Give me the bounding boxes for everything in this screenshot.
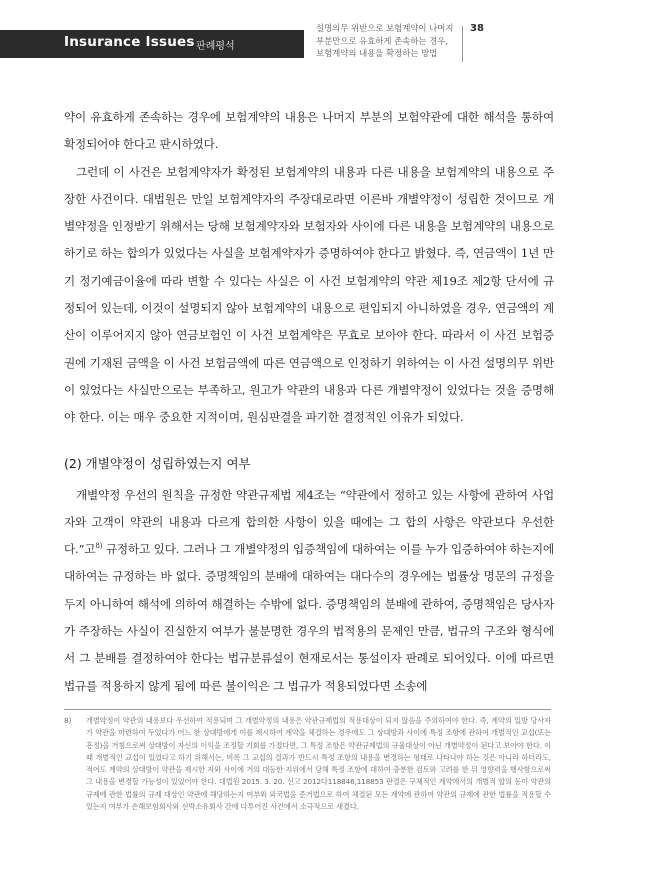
footnote-divider [64,709,551,710]
body-text [64,104,554,700]
running-title-line: 설명의무 위반으로 보험계약이 나머지 [316,23,454,33]
section-label: 판례평석 [196,41,235,52]
header-bar [0,30,304,58]
footnote-text: 개별약정이 약관의 내용보다 우선하여 적용되며 그 개별약정의 내용은 약관규제법의 적용대상이 되지 않음을 주의하여야 한다. 즉, 계약의 일방 당사자가 약관을 마련하여 두었다가 어느 한 상대방에게 이를 제시하여 계약을 체결하는 경우에도 그 상대방과 사이에 특정 조항에 관하여 개별적인 교섭(또는 흥정)을 거침으로써 상대방이 자신의 이익을 조정할 기회를 가졌다면, 그 특정 조항은 약관규제법의 규율대상이 아닌 개별약정이 된다고 보아야 한다. 이때 개별적인 교섭이 있었다고 하기 위해서는, 비록 그 교섭의 결과가 반드시 특정 조항의 내용을 변경하는 형태로 나타나야 하는 것은 아니라 하더라도, 적어도 계약의 상대방이 약관을 제시한 자와 사이에 거의 대등한 지위에서 당해 특정 조항에 대하여 충분한 검토와 고려를 한 뒤 영향력을 행사함으로써 그 내용을 변경할 가능성이 있었어야 한다. 대법원 2015. 3. 20. 선고 2012다118846,118853 판결은 구체적인 계약에서의 개별적 합의 등이 약관의 규제에 관한 법률의 규제 대상인 약관에 해당하는지 여부와 외국법을 준거법으로 하여 체결된 모든 계약에 관하여 약관의 규제에 관한 법률을 적용할 수 있는지 여부가 손해보험회사와 선박소유회사 간에 다투어진 사건에서 소극적으로 새겼다. [86,716,551,812]
paragraph: 그런데 이 사건은 보험계약자가 확정된 보험계약의 내용과 다른 내용을 보험계약의 내용으로 주장한 사건이다. 대법원은 만일 보험계약자의 주장대로라면 이른바 개별약정이 성립한 것이므로 개별약정을 인정받기 위해서는 당해 보험계약자와 보험자와 사이에 다른 내용을 보험계약의 내용으로 하기로 하는 합의가 있었다는 사실을 보험계약자가 증명하여야 한다고 밝혔다. 즉, 연금액이 1년 만기 정기예금이율에 따라 변할 수 있다는 사실은 이 사건 보험계약의 약관 제19조 제2항 단서에 규정되어 있는데, 이것이 설명되지 않아 보험계약의 내용으로 편입되지 아니하였을 경우, 연금액의 계산이 이루어지지 않아 연금보험인 이 사건 보험계약은 무효로 보아야 한다. 따라서 이 사건 보험증권에 기재된 금액을 이 사건 보험금액에 따른 연금액으로 인정하기 위하여는 이 사건 설명의무 위반이 있었다는 사실만으로는 부족하고, 원고가 약관의 내용과 다른 개별약정이 있었다는 것을 증명해야 한다. 이는 매우 중요한 지적이며, 원심판결을 파기한 결정적인 이유가 되었다. [64,164,554,425]
footnote-ref[interactable]: 8) [95,542,103,551]
footnote [64,715,551,813]
paragraph-text: 개별약정 우선의 원칙을 규정한 약관규제법 제4조는 “약관에서 정하고 있는 사항에 관하여 사업자와 고객이 약관의 내용과 다르게 합의한 사항이 있을 때에는 그 합의 사항은 약관보다 우선한다.”고 [64,487,554,557]
header-divider [462,26,463,62]
brand-title: Insurance Issues [64,34,195,50]
running-title-line: 보험계약의 내용을 확정하는 방법 [316,48,438,58]
page-header [0,22,650,70]
paragraph [64,482,554,700]
running-title-line: 부분만으로 유효하게 존속하는 경우, [316,35,449,46]
subheading: (2) 개별약정이 성립하였는지 여부 [64,455,251,471]
page-number: 38 [470,23,484,34]
paragraph: 약이 유효하게 존속하는 경우에 보험계약의 내용은 나머지 부분의 보험약관에 대한 해석을 통하여 확정되어야 한다고 판시하였다. [64,110,554,152]
footnote-number: 8) [64,716,72,725]
paragraph-text: 규정하고 있다. 그러나 그 개별약정의 입증책임에 대하여는 이를 누가 입증하여야 하는지에 대하여는 규정하는 바 없다. 증명책임의 분배에 대하여는 대다수의 경우에는 법률상 명문의 규정을 두지 아니하여 해석에 의하여 해결하는 수밖에 없다. 증명책임의 분배에 관하여, 증명책임은 당사자가 주장하는 사실이 진실한지 여부가 불분명한 경우의 법적용의 문제인 만큼, 법규의 구조와 형식에서 그 분배를 결정하여야 한다는 법규분류설이 현재로서는 통설이자 판례로 되어있다. 이에 따르면 법규를 적용하지 않게 됨에 따른 불이익은 그 법규가 적용되었다면 소송에 [64,542,554,693]
running-title [316,22,466,60]
